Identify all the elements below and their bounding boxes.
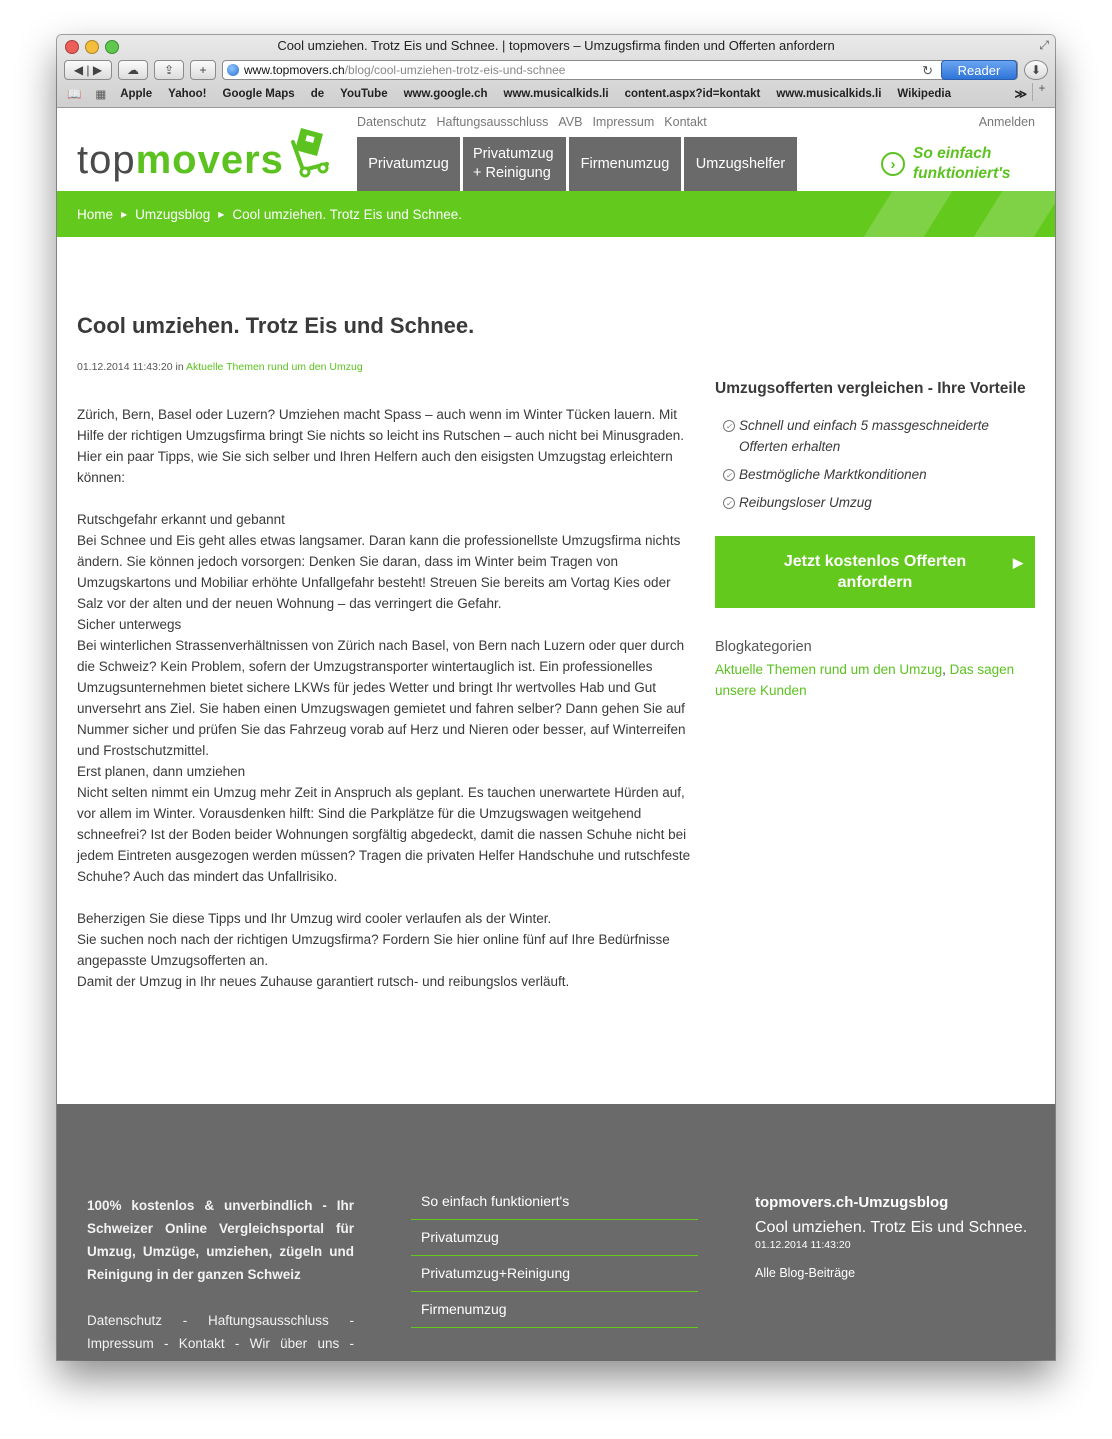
share-icon: ⇪ bbox=[163, 63, 175, 77]
article-body bbox=[77, 404, 692, 992]
blog-categories-links bbox=[715, 659, 1035, 701]
footer-claim: 100% kostenlos & unverbindlich - Ihr Schweizer Online Vergleichsportal für Umzug, Umzüge, umziehen, zügeln und Reinigung in der ganzen Schweiz bbox=[87, 1198, 354, 1282]
how-it-works-label bbox=[913, 144, 1025, 184]
breadcrumb-arrow-icon: ▶ bbox=[121, 209, 128, 219]
footer-blog-post-date: 01.12.2014 11:43:20 bbox=[755, 1239, 851, 1251]
bookmark-item[interactable]: www.musicalkids.li bbox=[776, 88, 882, 100]
list-item bbox=[723, 464, 1035, 485]
breadcrumb-current[interactable]: Cool umziehen. Trotz Eis und Schnee. bbox=[232, 206, 463, 222]
check-icon: ✓ bbox=[723, 469, 735, 481]
footer-blog-heading: topmovers.ch-Umzugsblog bbox=[755, 1194, 949, 1211]
all-blog-posts-link[interactable]: Alle Blog-Beiträge bbox=[755, 1266, 856, 1280]
bookmark-item[interactable]: Wikipedia bbox=[897, 88, 951, 100]
topnav-avb[interactable]: AVB bbox=[558, 115, 583, 129]
chevron-right-icon: › bbox=[881, 152, 905, 176]
request-offers-label: Jetzt kostenlos Offerten anfordern bbox=[783, 553, 967, 591]
benefits-list bbox=[715, 415, 1035, 513]
downloads-button[interactable] bbox=[1024, 60, 1048, 80]
article-subheading: Rutschgefahr erkannt und gebannt bbox=[77, 512, 285, 527]
main-navigation bbox=[357, 137, 797, 191]
breadcrumb-home[interactable]: Home bbox=[77, 206, 114, 222]
fullscreen-icon[interactable]: ⤢ bbox=[1039, 38, 1049, 52]
bookmark-item[interactable]: Yahoo! bbox=[168, 88, 207, 100]
cloud-icon: ☁ bbox=[127, 63, 139, 77]
article-paragraph: Beherzigen Sie diese Tipps und Ihr Umzug wird cooler verlaufen als der Winter. bbox=[77, 911, 552, 926]
bookmark-item[interactable]: YouTube bbox=[340, 88, 388, 100]
main-content bbox=[57, 237, 1055, 1104]
article-paragraph: Zürich, Bern, Basel oder Luzern? Umziehen macht Spass – auch wenn im Winter Tücken lauern. Mit Hilfe der richtigen Umzugsfirma bringt Sie nichts so leicht ins Rutschen – auch nicht bei Minusgraden. Hier ein paar Tipps, wie Sie sich selber und Ihren Helfern auch den eisigsten Umzugstag erleichtern können: bbox=[77, 407, 685, 485]
list-item bbox=[723, 415, 1035, 457]
reload-icon[interactable]: ↻ bbox=[922, 63, 933, 78]
article-subheading: Sicher unterwegs bbox=[77, 617, 182, 632]
article-paragraph: Bei Schnee und Eis geht alles etwas langsamer. Daran kann die professionellste Umzugsfirma nichts ändern. Sie können jedoch vorsorgen: Denken Sie daran, dass im Winter beim Tragen von Umzugskartons und Mobiliar erhöhte Unfallgefahr besteht! Streuen Sie bereits am Vortag Kies oder Salz vor der alten und der neuen Wohnung – das verringert die Gefahr. bbox=[77, 533, 681, 611]
add-bookmark-button[interactable] bbox=[190, 60, 216, 80]
top-sites-icon[interactable]: ▦ bbox=[95, 89, 107, 101]
breadcrumb bbox=[57, 191, 1055, 237]
logo-text-movers: movers bbox=[135, 138, 284, 182]
bookmark-item[interactable]: www.google.ch bbox=[403, 88, 488, 100]
bookmark-item[interactable]: de bbox=[310, 88, 325, 100]
footer-blog-post-title[interactable]: Cool umziehen. Trotz Eis und Schnee. bbox=[755, 1219, 1028, 1236]
icloud-tabs-button[interactable] bbox=[118, 60, 148, 80]
decorative-logo-watermark bbox=[815, 191, 1055, 237]
how-it-works-line1: So einfach bbox=[913, 145, 992, 162]
footer-nav-item[interactable]: Privatumzug bbox=[411, 1220, 698, 1256]
benefit-text: Reibungsloser Umzug bbox=[739, 495, 872, 510]
site-footer bbox=[57, 1104, 1055, 1360]
check-icon: ✓ bbox=[723, 497, 735, 509]
request-offers-button[interactable] bbox=[715, 536, 1035, 608]
footer-nav-item[interactable]: Privatumzug+Reinigung bbox=[411, 1256, 698, 1292]
benefit-text: Bestmögliche Marktkonditionen bbox=[739, 467, 927, 482]
browser-window bbox=[57, 35, 1055, 1360]
bookmark-item[interactable]: www.musicalkids.li bbox=[503, 88, 609, 100]
topnav-datenschutz[interactable]: Datenschutz bbox=[357, 115, 427, 129]
blogcat-link[interactable]: Das sagen unsere Kunden bbox=[715, 662, 1015, 698]
url-host: www.topmovers.ch bbox=[244, 63, 345, 77]
nav-privatumzug-reinigung[interactable] bbox=[463, 137, 566, 191]
browser-toolbar bbox=[64, 58, 1048, 82]
bookmark-item[interactable]: Apple bbox=[120, 88, 153, 100]
sidebar bbox=[715, 379, 1035, 701]
nav-umzugshelfer[interactable]: Umzugshelfer bbox=[684, 137, 797, 191]
breadcrumb-blog[interactable]: Umzugsblog bbox=[135, 206, 211, 222]
topnav-kontakt[interactable]: Kontakt bbox=[664, 115, 707, 129]
how-it-works-line2: funktioniert's bbox=[913, 165, 1011, 182]
blogcat-separator: , bbox=[942, 662, 950, 677]
footer-nav-item[interactable]: So einfach funktioniert's bbox=[411, 1184, 698, 1220]
how-it-works-link[interactable] bbox=[881, 144, 1025, 184]
footer-blog bbox=[755, 1194, 1035, 1280]
blogcat-link[interactable]: Aktuelle Themen rund um den Umzug bbox=[715, 662, 943, 677]
url-path: /blog/cool-umziehen-trotz-eis-und-schnee bbox=[344, 63, 566, 77]
article-paragraph: Sie suchen noch nach der richtigen Umzugsfirma? Fordern Sie hier online fünf auf Ihre Bedürfnisse angepasste Umzugsofferten an. bbox=[77, 932, 670, 968]
list-item bbox=[723, 492, 1035, 513]
site-header bbox=[57, 108, 1055, 191]
article-date: 01.12.2014 11:43:20 bbox=[77, 361, 173, 373]
play-arrow-icon: ▶ bbox=[1013, 555, 1023, 570]
back-icon[interactable]: ◀ bbox=[73, 63, 84, 77]
site-logo[interactable] bbox=[77, 138, 284, 183]
hand-truck-icon bbox=[289, 124, 331, 178]
article-title: Cool umziehen. Trotz Eis und Schnee. bbox=[77, 313, 475, 338]
address-bar[interactable] bbox=[222, 60, 1018, 80]
article-paragraph: Damit der Umzug in Ihr neues Zuhause garantiert rutsch- und reibungslos verläuft. bbox=[77, 974, 570, 989]
article-meta bbox=[77, 361, 363, 373]
blog-categories-title: Blogkategorien bbox=[715, 639, 812, 655]
top-navigation bbox=[357, 115, 707, 129]
footer-legal-links[interactable]: Datenschutz - Haftungsausschluss - Impressum - Kontakt - Wir über uns - bbox=[87, 1313, 354, 1351]
login-link[interactable]: Anmelden bbox=[978, 115, 1035, 129]
reader-button[interactable]: Reader bbox=[941, 60, 1017, 80]
reading-list-icon[interactable]: 📖 bbox=[67, 89, 82, 101]
breadcrumb-arrow-icon: ▶ bbox=[218, 209, 225, 219]
new-tab-icon[interactable]: + bbox=[1032, 83, 1051, 101]
nav-label-line1: Privatumzug bbox=[473, 146, 554, 162]
window-title: Cool umziehen. Trotz Eis und Schnee. | topmovers – Umzugsfirma finden und Offerten anfordern bbox=[277, 38, 835, 53]
plus-icon: + bbox=[199, 63, 207, 77]
bookmark-item[interactable]: content.aspx?id=kontakt bbox=[624, 88, 761, 100]
nav-firmenumzug[interactable]: Firmenumzug bbox=[569, 137, 681, 191]
download-icon: ⬇ bbox=[1030, 63, 1042, 77]
benefit-text: Schnell und einfach 5 massgeschneiderte Offerten erhalten bbox=[739, 418, 989, 454]
topnav-haftungsausschluss[interactable]: Haftungsausschluss bbox=[436, 115, 549, 129]
footer-nav-item[interactable]: Firmenumzug bbox=[411, 1292, 698, 1328]
logo-text-top: top bbox=[77, 138, 136, 182]
article-paragraph: Bei winterlichen Strassenverhältnissen von Zürich nach Basel, von Bern nach Luzern oder quer durch die Schweiz? Kein Problem, sofern der Umzugstransporter wintertauglich ist. Ein professionelles Umzugsunternehmen bietet sichere LKWs für jedes Wetter und bringt Ihr wertvolles Hab und Gut unversehrt ans Ziel. Sie haben einen Umzugswagen gemietet und fahren selber? Dann gehen Sie auf Nummer sicher und prüfen Sie das Fahrzeug vorab auf Herz und Nieren oder besser, auf Winterreifen und Frostschutzmittel. bbox=[77, 638, 686, 758]
article-category-link[interactable]: Aktuelle Themen rund um den Umzug bbox=[186, 361, 363, 373]
article-in: in bbox=[175, 361, 184, 373]
bookmark-item[interactable]: Google Maps bbox=[222, 88, 295, 100]
globe-icon bbox=[227, 64, 239, 76]
topnav-impressum[interactable]: Impressum bbox=[592, 115, 655, 129]
sidebar-title: Umzugsofferten vergleichen - Ihre Vorteile bbox=[715, 380, 1026, 397]
more-bookmarks-icon[interactable]: ≫ bbox=[1014, 87, 1027, 101]
footer-navigation bbox=[411, 1184, 698, 1328]
check-icon: ✓ bbox=[723, 420, 735, 432]
share-button[interactable] bbox=[154, 60, 184, 80]
back-forward-buttons[interactable]: ◀ | ▶ bbox=[64, 60, 112, 80]
article-subheading: Erst planen, dann umziehen bbox=[77, 764, 246, 779]
nav-label-line2: + Reinigung bbox=[473, 165, 551, 181]
article-paragraph: Nicht selten nimmt ein Umzug mehr Zeit in Anspruch als geplant. Es tauchen unerwartete Hürden auf, vor allem im Winter. Vorausdenken hilft: Sind die Parkplätze für die Umzugswagen weitgehend schneefrei? Ist der Boden beider Wohnungen sorgfältig abgedeckt, damit die nassen Schuhe nicht bei jedem Eintreten ausgezogen werden müssen? Tragen die privaten Helfer Handschuhe und rutschfeste Schuhe? Auch das mindert das Unfallrisiko. bbox=[77, 785, 691, 884]
bookmarks-bar bbox=[67, 85, 1045, 103]
title-bar bbox=[57, 35, 1055, 108]
nav-privatumzug[interactable]: Privatumzug bbox=[357, 137, 460, 191]
forward-icon[interactable]: ▶ bbox=[92, 63, 103, 77]
